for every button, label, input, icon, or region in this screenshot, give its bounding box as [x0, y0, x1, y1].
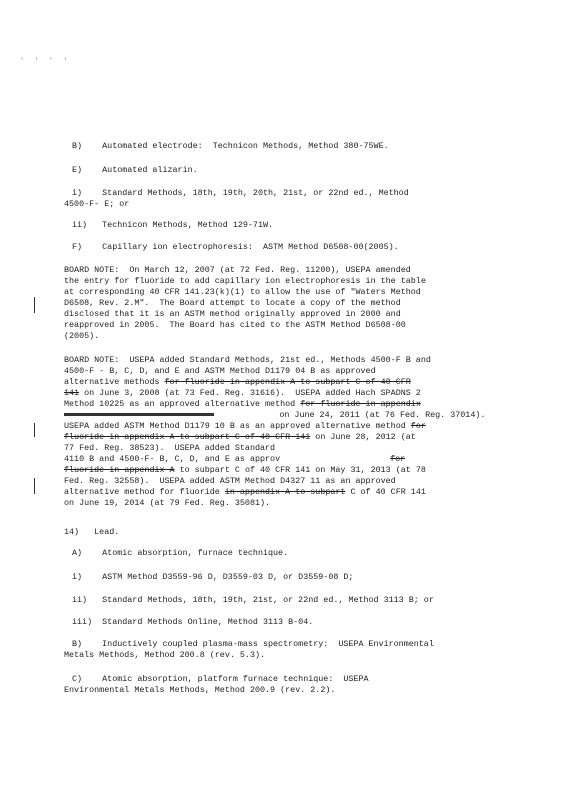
board-note-2-line [64, 388, 421, 399]
board-note-1-line: the entry for fluoride to add capillary ion electrophoresis in the table [64, 276, 426, 286]
text-span: on June 28, 2012 (at [310, 432, 416, 442]
struck-text: for fluoride in appendix [300, 399, 421, 409]
board-note-2-line: BOARD NOTE: USEPA added Standard Methods, 21st ed., Methods 4500-F B and [64, 355, 431, 365]
lead-item-b: B) Inductively coupled plasma-mass spectrometry: USEPA Environmental [72, 639, 434, 649]
board-note-1-line: at corresponding 40 CFR 141.23(k)(1) to allow the use of "Waters Method [64, 287, 421, 297]
board-note-2-line: on June 19, 2014 (at 79 Fed. Reg. 35081). [64, 498, 271, 508]
struck-text: fluoride in appendix A [64, 465, 175, 475]
board-note-2-line [64, 399, 421, 410]
item-i-continuation: 4500-F- E; or [64, 199, 130, 209]
revision-bar [34, 297, 35, 313]
text-span: 4110 B and 4500-F- B, C, D, and E as approv [64, 454, 281, 464]
revision-bar [34, 478, 35, 494]
text-span: alternative method for fluoride [64, 487, 225, 497]
text-span: Method 10225 as an approved alternative method [64, 399, 301, 409]
corner-marks: ' ' ' ' [20, 58, 71, 66]
text-span: on June 24, 2011 (at 76 Fed. Reg. 37014). [214, 410, 486, 420]
struck-text: for [410, 421, 426, 431]
lead-item-a-i: i) ASTM Method D3559-96 D, D3559-03 D, or D3559-08 D; [72, 572, 354, 582]
redaction-mark [64, 413, 214, 416]
lead-item-a-iii: iii) Standard Methods Online, Method 3113 B-04. [72, 617, 314, 627]
board-note-2-line [64, 410, 485, 421]
struck-text: for fluoride in appendix A to subpart C of 40 CFR [164, 377, 411, 387]
board-note-1-line: (2005). [64, 331, 100, 341]
board-note-2-line [64, 487, 426, 498]
board-note-2-line [64, 454, 405, 465]
item-f-capillary: F) Capillary ion electrophoresis: ASTM Method D6508-00(2005). [72, 242, 399, 252]
struck-text: for [390, 454, 406, 464]
board-note-2-line: Fed. Reg. 32558). USEPA added ASTM Method D4327 11 as an approved [64, 476, 396, 486]
board-note-1-line: reapproved in 2005. The Board has cited to the ASTM Method D6508-00 [64, 320, 406, 330]
board-note-2-line: 77 Fed. Reg. 38523). USEPA added Standard [64, 443, 276, 453]
item-i-standard-methods: i) Standard Methods, 18th, 19th, 20th, 21st, or 22nd ed., Method [72, 188, 409, 198]
item-e-automated-alizarin: E) Automated alizarin. [72, 165, 198, 175]
struck-text: 141 [64, 388, 80, 398]
text-span: USEPA added ASTM Method D1179 10 B as an approved alternative method [64, 421, 411, 431]
revision-bar [34, 423, 35, 437]
board-note-1-line: disclosed that it is an ASTM method originally approved in 2000 and [64, 309, 401, 319]
board-note-2-line: 4500-F - B, C, D, and E and ASTM Method D1179 04 B as approved [64, 366, 376, 376]
text-span: C of 40 CFR 141 [345, 487, 426, 497]
board-note-2-line [64, 421, 426, 432]
board-note-1-line: D6508, Rev. 2.M". The Board attempt to locate a copy of the method [64, 298, 401, 308]
item-ii-technicon: ii) Technicon Methods, Method 129-71W. [72, 220, 274, 230]
text-span: to subpart C of 40 CFR 141 on May 31, 2013 (at 78 [174, 465, 426, 475]
board-note-2-line [64, 377, 411, 388]
board-note-2-line [64, 432, 416, 443]
lead-item-c: C) Atomic absorption, platform furnace technique: USEPA [72, 674, 369, 684]
lead-heading: 14) Lead. [64, 527, 120, 537]
struck-text: in appendix A to subpart [224, 487, 346, 497]
lead-item-b-continuation: Metals Methods, Method 200.8 (rev. 5.3). [64, 650, 266, 660]
lead-item-c-continuation: Environmental Metals Methods, Method 200.9 (rev. 2.2). [64, 685, 336, 695]
text-span: on June 3, 2008 (at 73 Fed. Reg. 31616). USEPA added Hach SPADNS 2 [79, 388, 421, 398]
lead-item-a: A) Atomic absorption, furnace technique. [72, 548, 289, 558]
text-span: alternative methods [64, 377, 165, 387]
lead-item-a-ii: ii) Standard Methods, 18th, 19th, 21st, or 22nd ed., Method 3113 B; or [72, 595, 434, 605]
board-note-2-line [64, 465, 426, 476]
struck-text: fluoride in appendix A to subpart C of 40 CFR 141 [64, 432, 311, 442]
item-b-automated-electrode: B) Automated electrode: Technicon Methods, Method 380-75WE. [72, 141, 389, 151]
board-note-1-line: BOARD NOTE: On March 12, 2007 (at 72 Fed. Reg. 11200), USEPA amended [64, 265, 411, 275]
